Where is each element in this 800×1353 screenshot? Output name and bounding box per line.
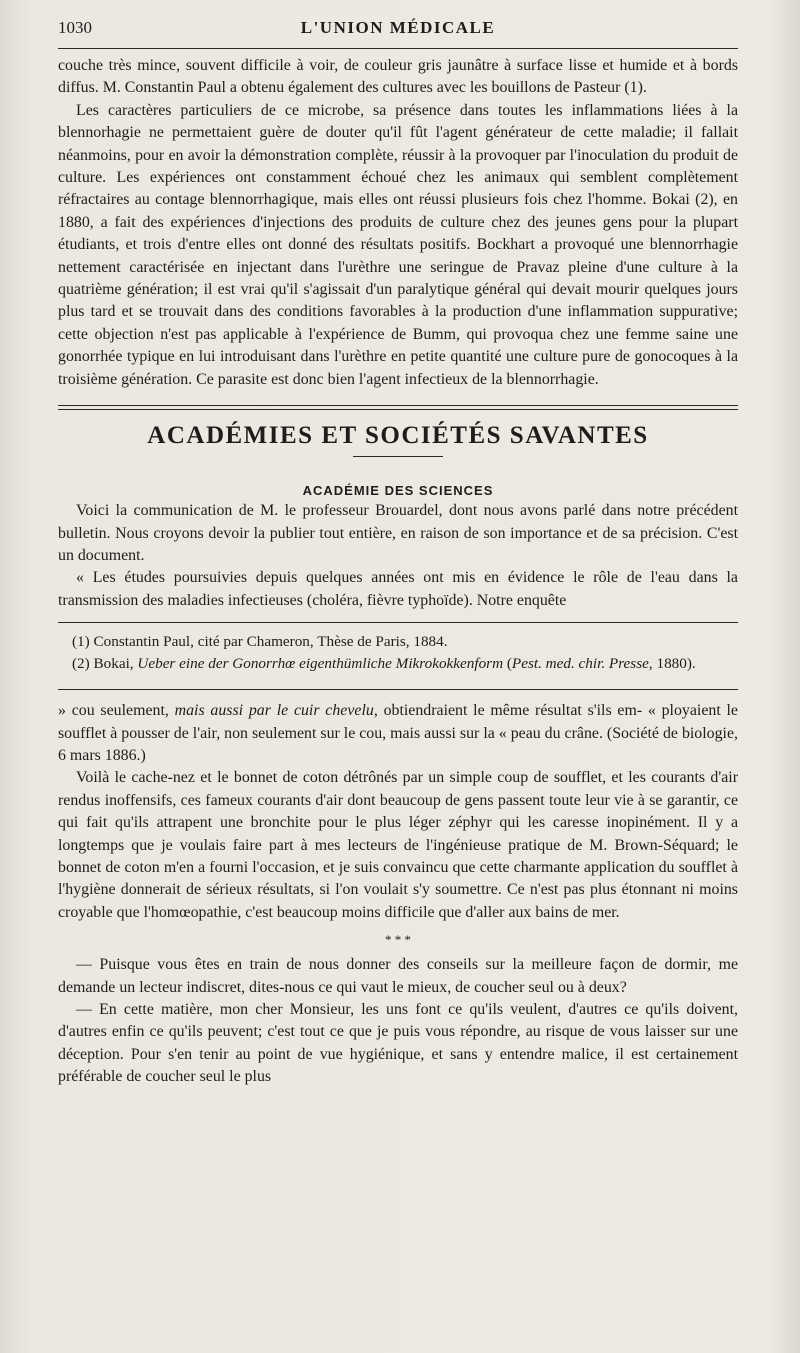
footnote-journal: Pest. med. chir. Presse <box>511 655 649 673</box>
footnotes <box>58 631 738 675</box>
column-rule <box>58 689 738 690</box>
column-body <box>58 700 738 1089</box>
header-rule <box>58 48 738 49</box>
quoted-passage <box>58 700 738 767</box>
footnote <box>58 653 738 675</box>
footnote-rule <box>58 622 738 623</box>
footnote-suffix: , 1880). <box>648 655 696 673</box>
section-paragraph: Voici la communication de M. le professeur Brouardel, dont nous avons parlé dans notre précédent bulletin. Nous croyons devoir la publier tout entière, en raison de son importance et de sa précision. C'est un document. <box>58 502 738 564</box>
footnote-separator: ( <box>503 655 512 673</box>
subsection-heading: ACADÉMIE DES SCIENCES <box>302 483 494 499</box>
footnote-title: Ueber eine der Gonorrhœ eigenthümliche Mikrokokkenform <box>137 655 504 673</box>
page-number: 1030 <box>58 18 92 37</box>
section-title: ACADÉMIES ET SOCIÉTÉS SAVANTES <box>147 422 649 450</box>
column-paragraph: — En cette matière, mon cher Monsieur, les uns font ce qu'ils veulent, d'autres ce qu'ils doivent, d'autres enfin ce qu'ils peuvent; c'est tout ce que je puis vous répondre, au risque de vous laisser sur une déception. Pour s'en tenir au point de vue hygiénique, et sans y entendre malice, il est certainement préférable de coucher seul le plus <box>58 1001 738 1086</box>
article-paragraph: couche très mince, souvent difficile à voir, de couleur gris jaunâtre à surface lisse et humide et à bords diffus. M. Constantin Paul a obtenu également des cultures avec les bouillons de Pasteur (1). <box>58 57 738 97</box>
quote-open: » cou seulement, <box>58 702 175 720</box>
section-body <box>58 500 738 612</box>
quote-rest: , obtiendraient le même résultat s'ils em- « ployaient le soufflet à pousser de l'air, non seulement sur le cou, mais aussi sur la « peau du crâne. (Société de biologie, 6 mars 1886.) <box>58 702 738 764</box>
page-header <box>58 14 738 48</box>
quote-italic: mais aussi par le cuir chevelu <box>174 702 374 720</box>
article-paragraph: Les caractères particuliers de ce microbe, sa présence dans toutes les inflammations liées à la blennorhagie ne permettaient guère de douter qu'il fût l'agent générateur de cette maladie; il fallait néanmoins, pour en avoir la démonstration complète, réussir à la provoquer par l'inoculation du produit de culture. Les expériences ont constamment échoué chez les animaux qui semblent complètement réfractaires au contage blennorrhagique, mais elles ont réussi plusieurs fois chez l'homme. Bokai (2), en 1880, a fait des expériences d'injections des produits de culture chez des jeunes gens pour la plupart étudiants, et trois d'entre elles ont donné des résultats positifs. Bockhart a provoqué une blennorrhagie nettement caractérisée en injectant dans l'urèthre une seringue de Pravaz pleine d'une culture à la quatrième génération; il est vrai qu'il s'agissait d'un paralytique général qui devait mourir quelques jours plus tard et se trouvait dans des conditions favorables à la production d'une inflammation suppurative; cette objection n'est pas applicable à l'expérience de Bumm, qui provoqua chez une femme saine une gonorrhée typique en lui introduisant dans l'urèthre en petite quantité une culture pure de gonocoques à la troisième génération. Ce parasite est donc bien l'agent infectieux de la blennorrhagie. <box>58 101 738 388</box>
running-title: L'UNION MÉDICALE <box>300 18 496 37</box>
column-paragraph: — Puisque vous êtes en train de nous donner des conseils sur la meilleure façon de dormir, me demande un lecteur indiscret, dites-nous ce qui vaut le mieux, de coucher seul ou à deux? <box>58 956 738 996</box>
column-paragraph: Voilà le cache-nez et le bonnet de coton détrônés par un simple coup de soufflet, et les courants d'air rendus inoffensifs, ces fameux courants d'air dont beaucoup de gens passent toute leur vie à se garantir, ce qui fait qu'ils attrapent une bronchite pour le plus léger zéphyr qui les caresse inopinément. Il y a longtemps que je voulais faire part à mes lecteurs de l'ingénieuse pratique de M. Brown-Séquard; le bonnet de coton m'en a fourni l'occasion, et je suis convaincu que cette charmante application du soufflet à l'hygiène donnerait de sérieux résultats, si l'on voulait s'y soumettre. Ce n'est pas plus étonnant ni moins croyable que l'homœopathie, c'est beaucoup moins difficile que d'aller aux bains de mer. <box>58 769 738 921</box>
section-separator: * * * <box>385 932 411 948</box>
footnote-prefix: (2) Bokai, <box>72 655 138 673</box>
section-rule <box>58 405 738 406</box>
article-top <box>58 55 738 391</box>
footnote: (1) Constantin Paul, cité par Chameron, Thèse de Paris, 1884. <box>72 633 448 651</box>
title-underline <box>353 456 443 457</box>
section-rule-secondary <box>58 409 738 410</box>
section-paragraph: « Les études poursuivies depuis quelques années ont mis en évidence le rôle de l'eau dans la transmission des maladies infectieuses (choléra, fièvre typhoïde). Notre enquête <box>58 569 738 609</box>
